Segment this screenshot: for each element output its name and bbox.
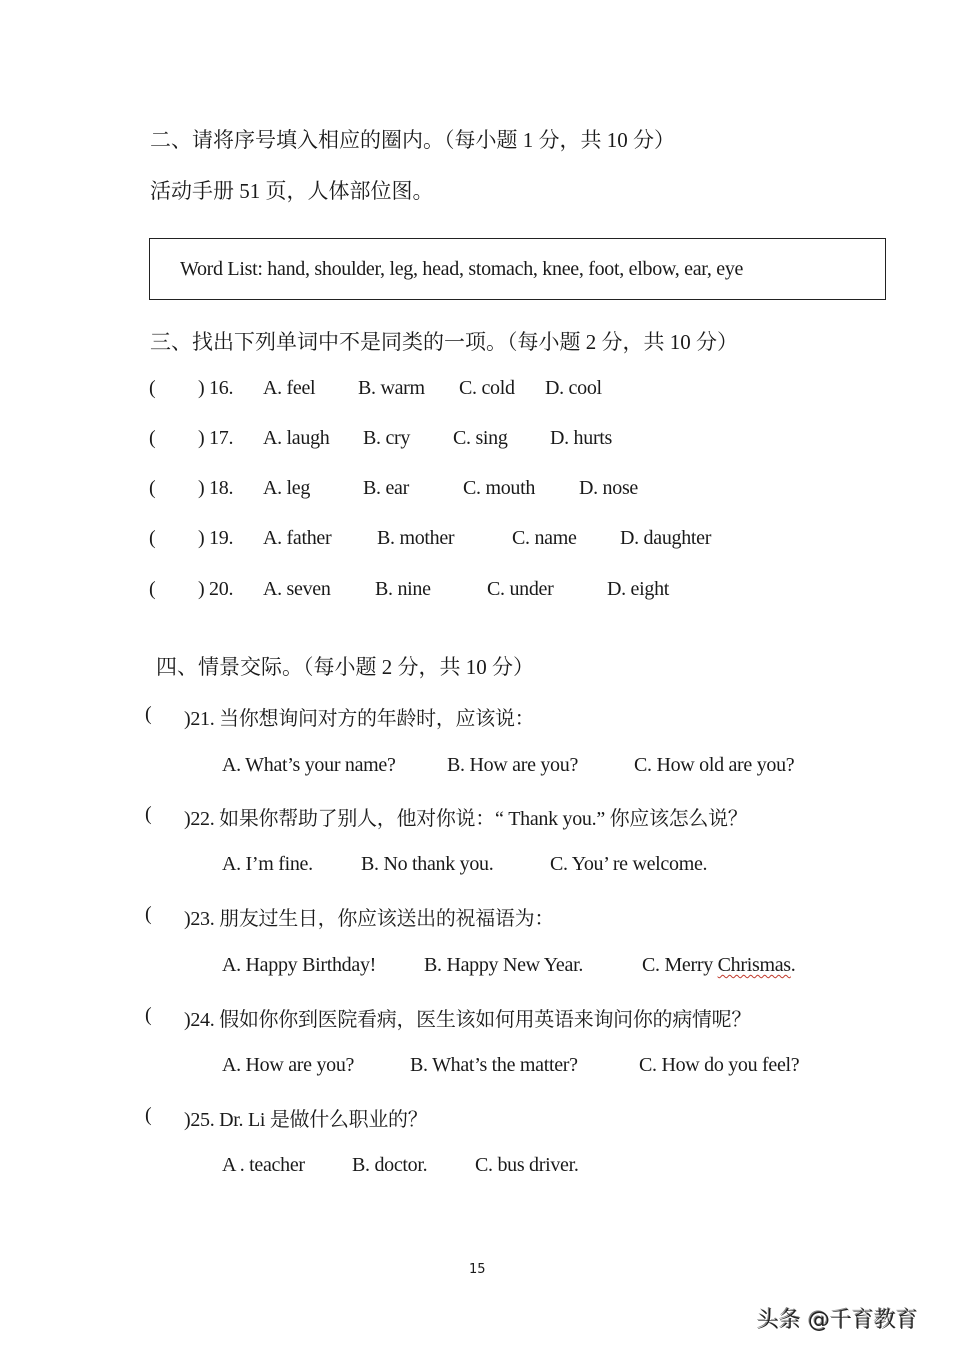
answer-blank[interactable]: ( [149,527,156,549]
option-b: B. warm [358,377,425,399]
question-stem: )21. 当你想询问对方的年龄时，应该说： [184,708,535,730]
option-c: C. How do you feel? [639,1054,800,1076]
option-c: C. sing [453,427,508,449]
option-a: A. leg [263,477,311,499]
option-b: B. Happy New Year. [424,954,584,976]
option-b: B. ear [363,477,409,499]
option-b: B. How are you? [447,754,579,776]
word-list-box [149,238,886,300]
option-a: A. Happy Birthday! [222,954,377,976]
question-stem: )22. 如果你帮助了别人，他对你说：“ Thank you.” 你应该怎么说？ [184,808,748,830]
option-c: C. How old are you? [634,754,795,776]
answer-blank[interactable]: ( [145,1104,152,1126]
option-b: B. nine [375,578,431,600]
option-c: C. bus driver. [475,1154,579,1176]
option-a: A. What’s your name? [222,754,396,776]
option-d: D. nose [579,477,639,499]
option-c-suffix: . [790,954,796,976]
section-2-title: 二、请将序号填入相应的圈内。（每小题 1 分，共 10 分） [150,128,675,152]
section-3-title: 三、找出下列单词中不是同类的一项。（每小题 2 分，共 10 分） [150,330,738,354]
page-number: 15 [469,1262,486,1277]
option-c: C. under [487,578,554,600]
answer-blank[interactable]: ( [145,1004,152,1026]
option-c: C. name [512,527,577,549]
option-c: C. cold [459,377,515,399]
option-a: A. laugh [263,427,330,449]
question-number: ) 18. [198,477,234,499]
question-number: ) 17. [198,427,234,449]
option-a: A. seven [263,578,331,600]
option-a: A . teacher [222,1154,305,1176]
option-c [642,954,796,977]
option-d: D. daughter [620,527,712,549]
option-b: B. What’s the matter? [410,1054,578,1076]
section-2-subtitle: 活动手册 51 页，人体部位图。 [150,179,434,203]
option-c: C. You’ re welcome. [550,853,708,875]
option-d: D. hurts [550,427,613,449]
answer-blank[interactable]: ( [149,377,156,399]
option-d: D. cool [545,377,602,399]
option-b: B. No thank you. [361,853,494,875]
answer-blank[interactable]: ( [149,578,156,600]
option-b: B. doctor. [352,1154,428,1176]
option-c: C. mouth [463,477,536,499]
question-stem: )24. 假如你你到医院看病，医生该如何用英语来询问你的病情呢？ [184,1009,752,1031]
answer-blank[interactable]: ( [145,903,152,925]
option-b: B. mother [377,527,455,549]
option-d: D. eight [607,578,670,600]
question-number: ) 16. [198,377,234,399]
option-a: A. How are you? [222,1054,355,1076]
answer-blank[interactable]: ( [149,477,156,499]
answer-blank[interactable]: ( [149,427,156,449]
question-number: ) 20. [198,578,234,600]
word-list: Word List: hand, shoulder, leg, head, stomach, knee, foot, elbow, ear, eye [180,257,744,280]
option-a: A. I’m fine. [222,853,313,875]
question-stem: )25. Dr. Li 是做什么职业的？ [184,1109,428,1131]
answer-blank[interactable]: ( [145,803,152,825]
question-number: ) 19. [198,527,234,549]
spellcheck-flagged-word: Chrismas [717,954,791,976]
option-b: B. cry [363,427,411,449]
answer-blank[interactable]: ( [145,703,152,725]
question-stem: )23. 朋友过生日，你应该送出的祝福语为： [184,908,555,930]
section-4-title: 四、情景交际。（每小题 2 分，共 10 分） [156,655,534,679]
option-a: A. father [263,527,332,549]
option-a: A. feel [263,377,316,399]
watermark: 头条 @千育教育 [757,1308,918,1333]
option-c-prefix: C. Merry [642,954,718,976]
